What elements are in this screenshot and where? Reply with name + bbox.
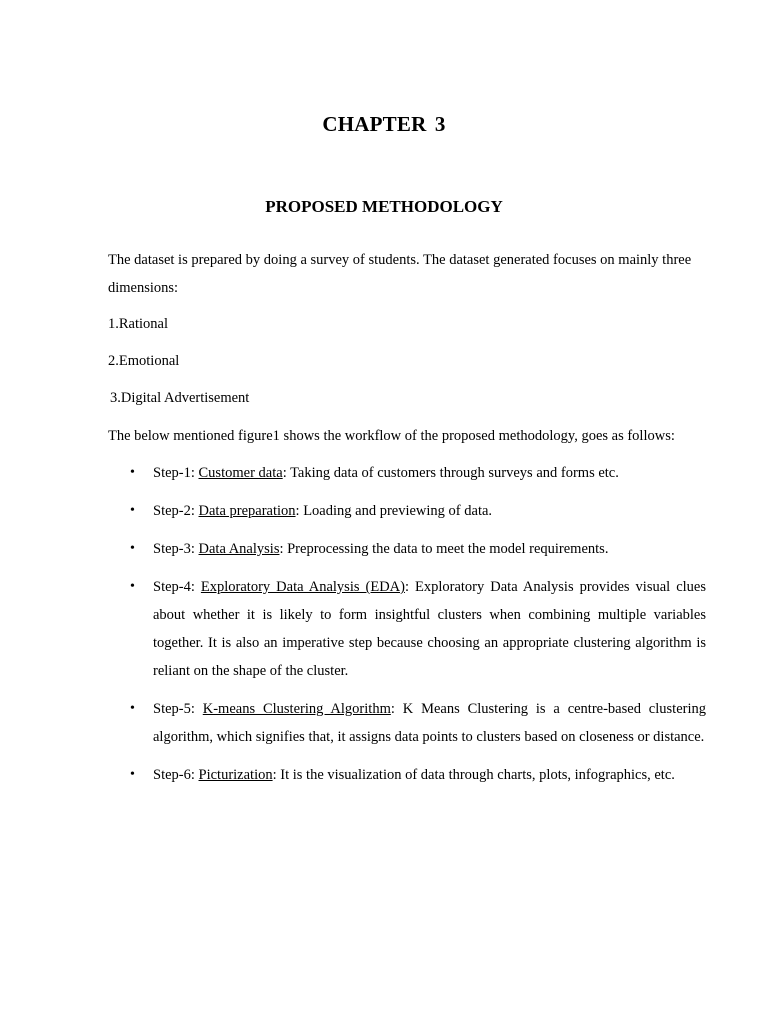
dimension-item-rational: 1.Rational <box>108 316 169 332</box>
step-prefix: Step-5: <box>153 701 203 717</box>
step-term: Picturization <box>198 767 273 783</box>
list-item-step-5 <box>130 695 706 751</box>
step-term: Data Analysis <box>198 541 280 557</box>
step-prefix: Step-1: <box>153 465 199 481</box>
chapter-title: CHAPTER 3 <box>322 112 446 136</box>
step-description: : Taking data of customers through surveys and forms etc. <box>282 465 619 481</box>
step-term: Exploratory Data Analysis (EDA) <box>200 579 405 595</box>
step-description: : Loading and previewing of data. <box>295 503 493 519</box>
list-item-step-1 <box>130 459 706 487</box>
bullet-icon: • <box>130 503 135 518</box>
step-prefix: Step-6: <box>153 767 199 783</box>
step-prefix: Step-4: <box>153 579 201 595</box>
section-title: PROPOSED METHODOLOGY <box>265 197 503 216</box>
list-item-step-3 <box>130 535 706 563</box>
workflow-lead-paragraph: The below mentioned figure1 shows the workflow of the proposed methodology, goes as follows: <box>108 428 675 444</box>
step-prefix: Step-2: <box>153 503 199 519</box>
list-item-step-6 <box>130 761 706 789</box>
step-prefix: Step-3: <box>153 541 199 557</box>
methodology-steps-list <box>130 459 706 799</box>
step-term: Customer data <box>198 465 283 481</box>
bullet-icon: • <box>130 541 135 556</box>
list-item-step-2 <box>130 497 706 525</box>
bullet-icon: • <box>130 579 135 594</box>
bullet-icon: • <box>130 767 135 782</box>
bullet-icon: • <box>130 465 135 480</box>
step-description: : Preprocessing the data to meet the model requirements. <box>279 541 609 557</box>
step-term: Data preparation <box>198 503 296 519</box>
bullet-icon: • <box>130 701 135 716</box>
step-term: K-means Clustering Algorithm <box>202 701 391 717</box>
step-description: : It is the visualization of data through charts, plots, infographics, etc. <box>272 767 675 783</box>
dimension-item-digital-advertisement: 3.Digital Advertisement <box>110 390 250 406</box>
step-description: : Exploratory Data Analysis provides visual clues about whether it is likely to form insightful clusters when combining multiple variables together. It is also an imperative step because choosing an appropriate clustering algorithm is reliant on the shape of the cluster. <box>153 579 706 679</box>
list-item-step-4 <box>130 573 706 685</box>
dimension-item-emotional: 2.Emotional <box>108 353 180 369</box>
step-description: : K Means Clustering is a centre-based clustering algorithm, which signifies that, it assigns data points to clusters based on closeness or distance. <box>153 701 706 745</box>
intro-paragraph: The dataset is prepared by doing a survey of students. The dataset generated focuses on mainly three dimensions: <box>108 252 692 296</box>
